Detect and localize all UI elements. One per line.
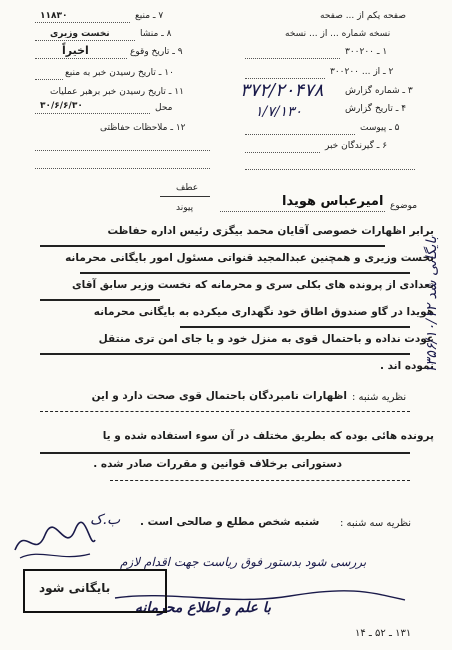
opinion2-label: نظریه سه شنبه :: [340, 518, 412, 529]
opinion1-line-3: دستوراتی برخلاف قوانین و مقررات صادر شده .: [93, 458, 342, 470]
archive-stamp-text: بایگانی شود: [39, 581, 111, 595]
opinion1-line-1: اظهارات نامبردگان باحتمال قوی صحت دارد و این: [91, 390, 347, 402]
header-report-date-handwritten: ۱/۷/۱۳۰: [255, 104, 303, 120]
underline-body-2: [80, 272, 410, 274]
underline-body-3: [40, 299, 160, 301]
header-item7-dots: [35, 22, 130, 23]
underline-body-4: [180, 326, 410, 328]
header-report-number-handwritten: ۳۷۲/۲۰۴۷۸: [240, 80, 324, 101]
header-place-value: ۳۰/۶/۶/۳۰: [40, 101, 83, 111]
body-line-3: تعدادی از پرونده های بکلی سری و محرمانه که نخست وزیر سابق آقای: [72, 279, 434, 291]
underline-body-1: [40, 245, 385, 247]
header-item5-dots: [245, 134, 355, 135]
subject-label: موضوع: [390, 201, 418, 211]
margin-note: [418, 70, 446, 540]
header-item7-value: ۱۱۸۳۰: [40, 11, 68, 21]
handwritten-note-2: با علم و اطلاع محرمانه: [135, 600, 271, 616]
underline-body-5: [40, 353, 410, 355]
body-line-1: برابر اظهارات خصوصی آقایان محمد بیگزی رئیس اداره حفاظت: [107, 225, 434, 237]
header-item6-dots-2: [245, 169, 415, 170]
header-item9-dots: [35, 58, 127, 59]
header-item12-dots-1: [35, 150, 210, 151]
header-item7-label: ۷ ـ منبع: [135, 11, 164, 21]
header-item1: ۱ ـ ۳۰۰۲۰۰: [345, 47, 388, 57]
opinion1-dots-1: [40, 411, 410, 412]
subject-fraction-line: [160, 196, 210, 197]
opinion1-line-2: پرونده هائی بوده که بطریق مختلف در آن سوء استفاده شده و یا: [102, 430, 434, 442]
header-page-of: صفحه یکم از ... صفحه: [320, 11, 406, 21]
opinion2-text: شنبه شخص مطلع و صالحی است .: [140, 516, 320, 528]
header-item9-value: اخیراً: [62, 44, 89, 57]
handwritten-signature: [10, 520, 100, 565]
header-item8-label: ۸ ـ منشا: [140, 29, 172, 39]
handwritten-initial: ب.ک: [90, 512, 121, 528]
header-place-label: محل: [155, 103, 173, 113]
subject-dots: [220, 211, 385, 212]
header-place-dots: [35, 113, 150, 114]
underline-opinion-2: [110, 480, 410, 481]
subject-value: امیرعباس هویدا: [282, 194, 384, 209]
header-item12-label: ۱۲ ـ ملاحظات حفاظتی: [100, 123, 186, 133]
body-line-2: نخست وزیری و همچنین عبدالمجید قنواتی مسئول امور بایگانی محرمانه: [65, 252, 434, 264]
body-line-6: نموده اند .: [379, 360, 434, 372]
header-item3: ۳ ـ شماره گزارش: [345, 86, 413, 96]
opinion1-label: نظریه شنبه :: [352, 392, 407, 403]
footer-number: ۱۳۱ ـ ۵۲ ـ ۱۴: [355, 628, 412, 639]
header-copy-number: نسخه شماره ... از ... نسخه: [285, 29, 391, 39]
header-item9-label: ۹ ـ تاریخ وقوع: [130, 47, 183, 57]
header-item11-label: ۱۱ ـ تاریخ رسیدن خبر برهبر عملیات: [50, 87, 184, 97]
body-line-5: عودت نداده و باحتمال قوی به منزل خود و یا جای امن تری منتقل: [98, 333, 434, 345]
subject-peyvand-label: پیوند: [176, 203, 194, 213]
body-line-4: هویدا در گاو صندوق اطاق خود نگهداری میکرده به بایگانی محرمانه: [93, 306, 434, 318]
header-item12-dots-2: [35, 168, 210, 169]
header-item6: ۶ ـ گیرندگان خبر: [325, 141, 388, 151]
header-item4: ۴ ـ تاریخ گزارش: [345, 104, 407, 114]
margin-note-text: ۱۳۵۶/۱۰/۱۲ بایگانی شد: [424, 236, 440, 374]
header-item2-dots: [245, 78, 325, 79]
header-item10-dots: [35, 79, 63, 80]
handwritten-note-1: بررسی شود بدستور فوق ریاست جهت اقدام لازم: [120, 555, 367, 569]
header-item1-dots: [245, 58, 340, 59]
underline-opinion-1: [40, 452, 410, 454]
header-item10-label: ۱۰ ـ تاریخ رسیدن خبر به منبع: [65, 68, 174, 78]
subject-atf-label: عطف: [176, 183, 199, 193]
header-item2: ۲ ـ از ... ۳۰۰۲۰۰: [330, 67, 394, 77]
header-item6-dots-1: [245, 152, 320, 153]
header-item8-dots: [35, 40, 135, 41]
archive-stamp: [23, 569, 167, 613]
header-item8-value: نخست وزیری: [50, 29, 110, 39]
header-item5: ۵ ـ پیوست: [360, 123, 400, 133]
